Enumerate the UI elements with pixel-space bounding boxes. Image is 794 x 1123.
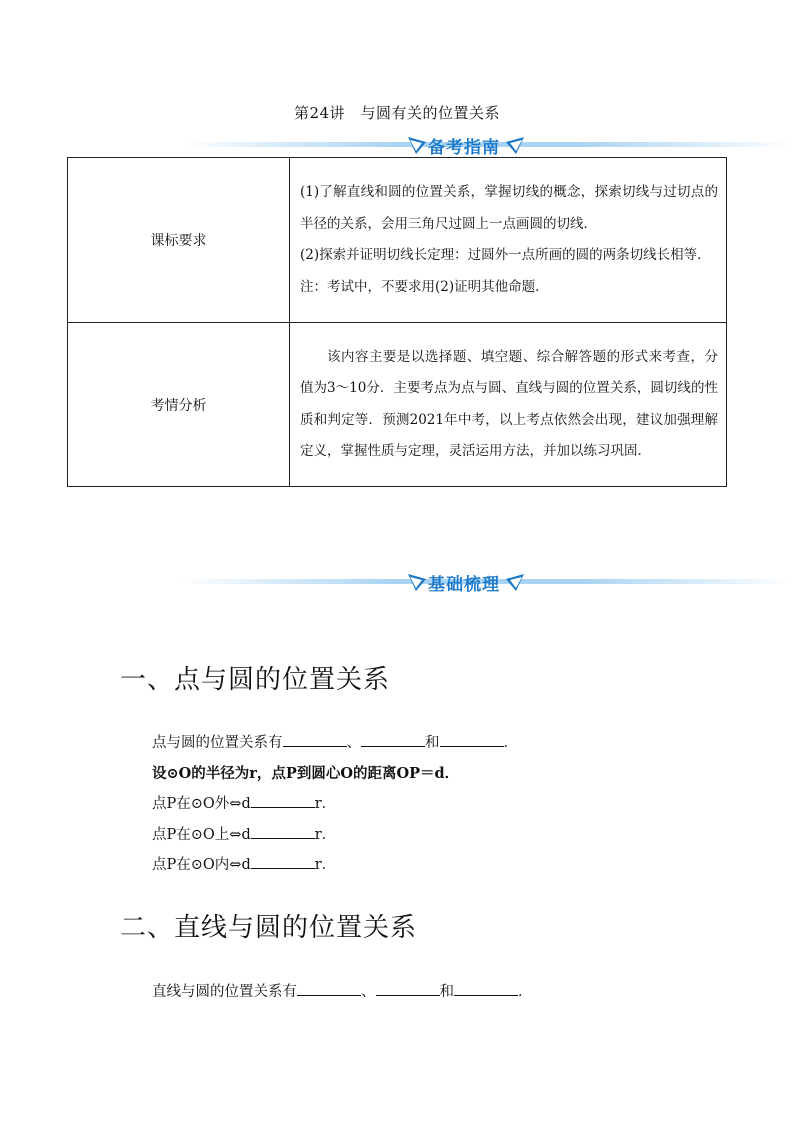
- table-row: [68, 323, 727, 487]
- section-heading-line-circle: 二、直线与圆的位置关系: [120, 913, 418, 943]
- section-heading-point-circle: 一、点与圆的位置关系: [120, 665, 391, 695]
- requirements-content: [290, 158, 727, 323]
- fill-blank-line: 点P在⊙O上⇔d r．: [152, 823, 336, 844]
- answer-blank[interactable]: [251, 854, 315, 869]
- requirement-1: (1)了解直线和圆的位置关系，掌握切线的概念，探索切线与过切点的半径的关系，会用三角尺过圆上一点画圆的切线．: [300, 184, 718, 232]
- fill-blank-line: 点与圆的位置关系有 、 和 ．: [152, 731, 518, 752]
- answer-blank[interactable]: [283, 732, 347, 747]
- answer-blank[interactable]: [251, 793, 315, 808]
- fill-blank-line: 点P在⊙O内⇔d r．: [152, 853, 336, 874]
- banner-guide: [180, 132, 794, 158]
- banner-guide-text: 备考指南: [428, 138, 500, 158]
- analysis-text: 该内容主要是以选择题、填空题、综合解答题的形式来考查，分值为3～10分．主要考点为点与圆、直线与圆的位置关系，圆切线的性质和判定等．预测2021年中考，以上考点依然会出现，建议加强理解定义，掌握性质与定理，灵活运用方法，并加以练习巩固．: [300, 348, 718, 459]
- answer-blank[interactable]: [297, 981, 361, 996]
- answer-blank[interactable]: [376, 981, 440, 996]
- row-label-requirements: 课标要求: [68, 158, 290, 323]
- fill-blank-line: 直线与圆的位置关系有 、 和 ．: [152, 980, 533, 1001]
- requirement-2: (2)探索并证明切线长定理：过圆外一点所画的圆的两条切线长相等．: [300, 247, 711, 263]
- requirement-note: 注：考试中，不要求用(2)证明其他命题．: [300, 278, 549, 295]
- fill-blank-line: 点P在⊙O外⇔d r．: [152, 792, 336, 813]
- exam-guide-table: [67, 157, 727, 487]
- answer-blank[interactable]: [440, 732, 504, 747]
- banner-basics: [180, 569, 794, 595]
- row-label-analysis: 考情分析: [68, 323, 290, 487]
- analysis-content: [290, 323, 727, 487]
- answer-blank[interactable]: [361, 732, 425, 747]
- page-title: 第24讲 与圆有关的位置关系: [293, 104, 501, 122]
- answer-blank[interactable]: [251, 824, 315, 839]
- banner-basics-text: 基础梳理: [428, 575, 500, 595]
- definition-line: 设⊙O的半径为r，点P到圆心O的距离OP＝d．: [152, 765, 460, 782]
- answer-blank[interactable]: [454, 981, 518, 996]
- table-row: [68, 158, 727, 323]
